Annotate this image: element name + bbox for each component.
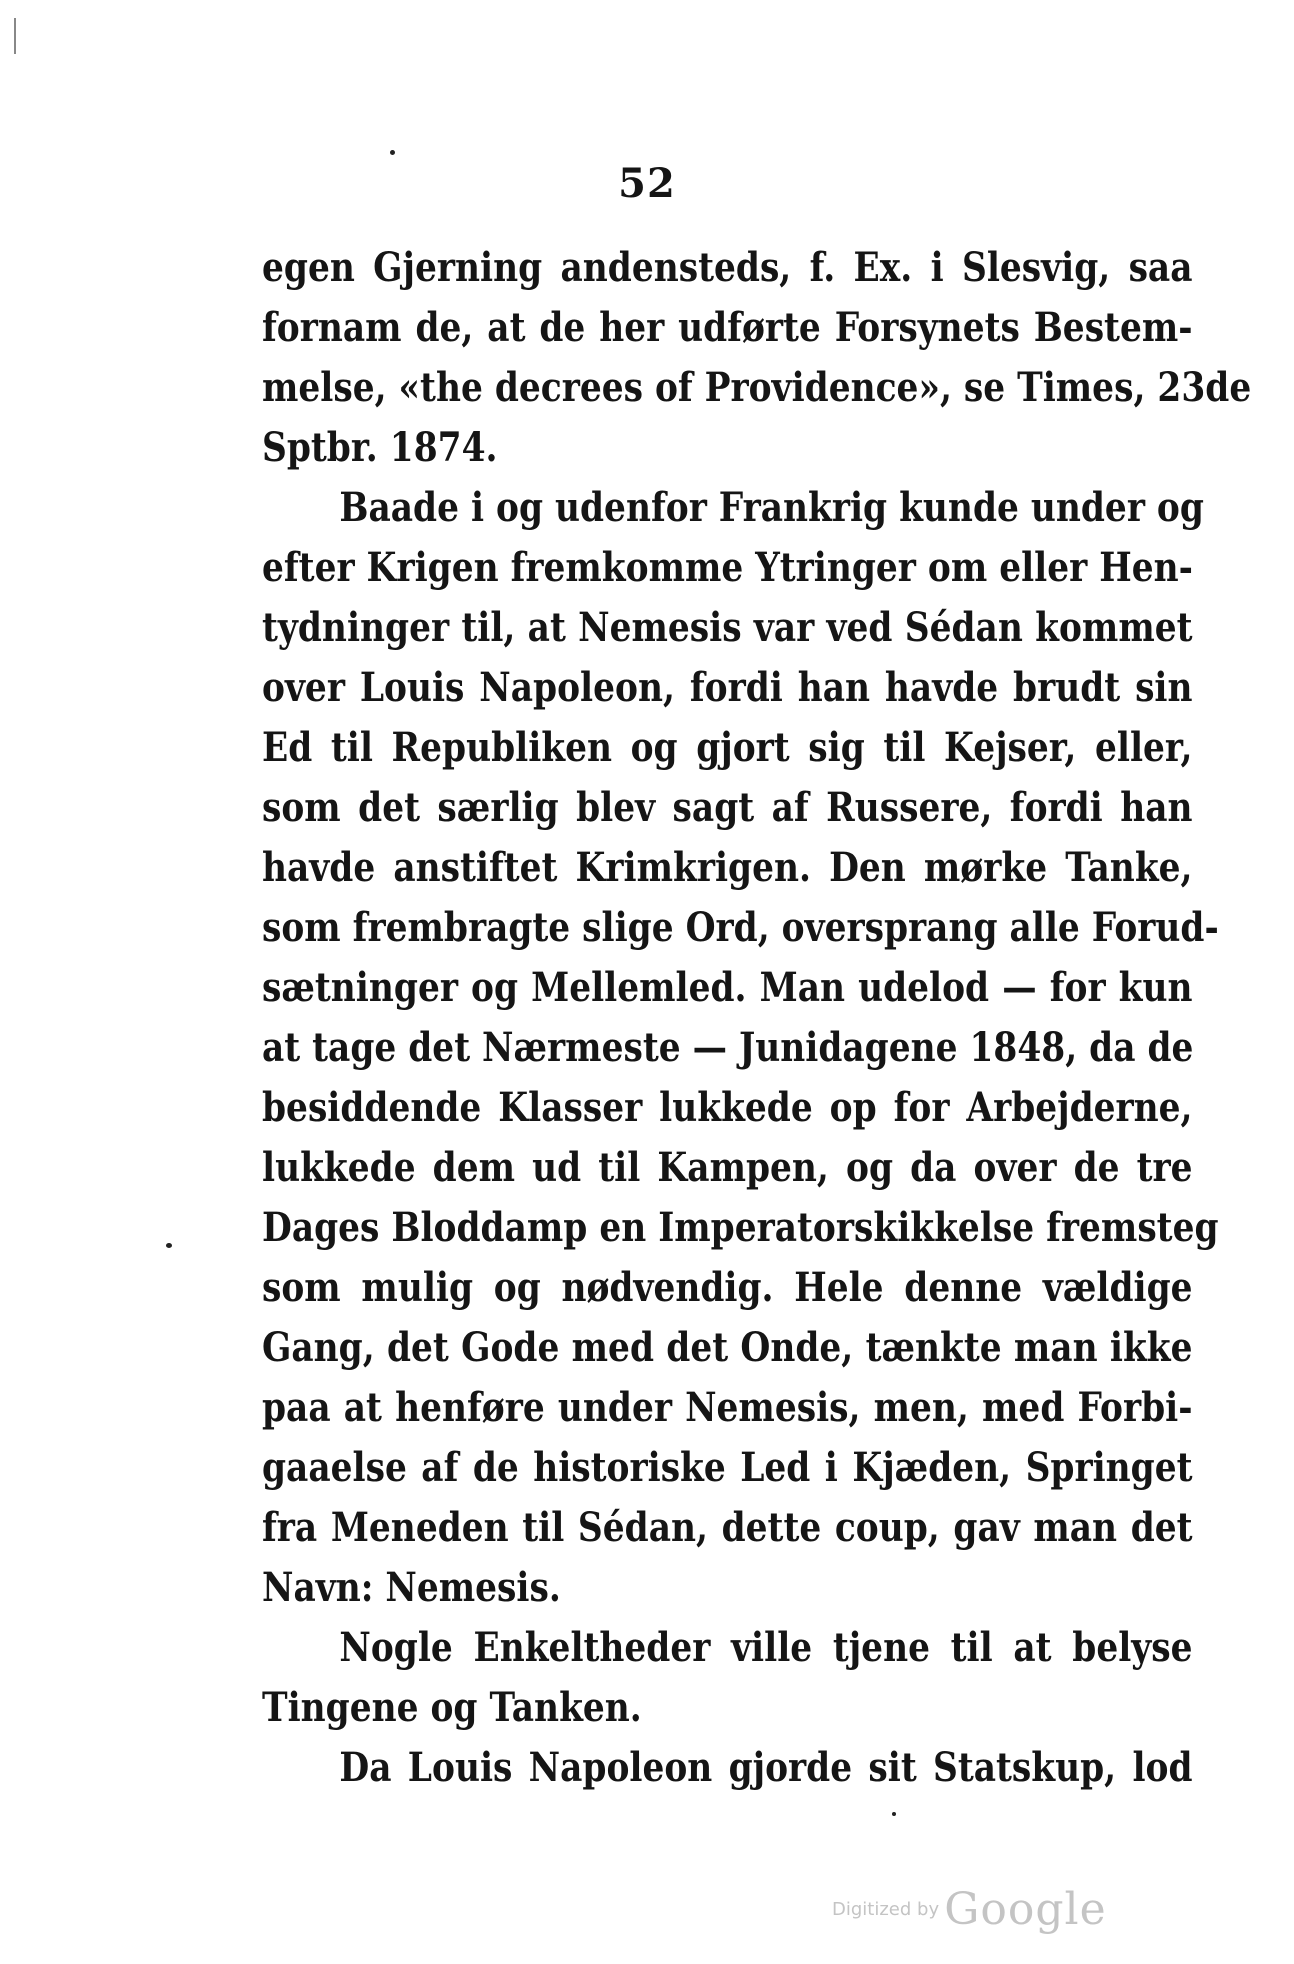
text-line: havde anstiftet Krimkrigen. Den mørke Tanke, [262,844,1193,891]
page-number: 52 [618,160,676,207]
text-line: Tingene og Tanken. [262,1684,642,1731]
text-line: efter Krigen fremkomme Ytringer om eller Hen- [262,544,1193,591]
text-line: Sptbr. 1874. [262,424,498,471]
text-line: melse, «the decrees of Providence», se Times, 23de [262,364,1252,411]
text-line: Navn: Nemesis. [262,1564,561,1611]
text-line: over Louis Napoleon, fordi han havde brudt sin [262,664,1193,711]
text-line: Baade i og udenfor Frankrig kunde under og [339,484,1204,531]
text-line: som det særlig blev sagt af Russere, fordi han [262,784,1193,831]
text-line: fornam de, at de her udførte Forsynets Bestem- [262,304,1193,351]
watermark-prefix: Digitized by [832,1899,940,1920]
text-line: lukkede dem ud til Kampen, og da over de tre [262,1144,1193,1191]
text-line: fra Meneden til Sédan, dette coup, gav man det [262,1504,1193,1551]
text-line: besiddende Klasser lukkede op for Arbejderne, [262,1084,1193,1131]
text-line: Nogle Enkeltheder ville tjene til at belyse [339,1624,1193,1671]
google-logo: Google [944,1884,1107,1935]
text-line: som mulig og nødvendig. Hele denne vældige [262,1264,1193,1311]
text-line: som frembragte slige Ord, oversprang alle Forud- [262,904,1219,951]
text-line: sætninger og Mellemled. Man udelod — for kun [262,964,1193,1011]
digitized-by-google-watermark [832,1884,1107,1935]
scan-edge-mark [14,18,16,54]
text-line: Gang, det Gode med det Onde, tænkte man ikke [262,1324,1193,1371]
text-line: Da Louis Napoleon gjorde sit Statskup, lod [339,1744,1193,1791]
scan-speck [892,1812,896,1816]
scan-speck [166,1243,172,1248]
text-line: tydninger til, at Nemesis var ved Sédan kommet [262,604,1193,651]
text-line: egen Gjerning andensteds, f. Ex. i Slesvig, saa [262,244,1193,291]
text-line: gaaelse af de historiske Led i Kjæden, Springet [262,1444,1193,1491]
text-line: Dages Bloddamp en Imperatorskikkelse fremsteg [262,1204,1219,1251]
text-line: at tage det Nærmeste — Junidagene 1848, da de [262,1024,1194,1071]
text-line: Ed til Republiken og gjort sig til Kejser, eller, [262,724,1193,771]
body-text [262,238,1252,1798]
scan-speck [390,150,395,155]
text-line: paa at henføre under Nemesis, men, med Forbi- [262,1384,1193,1431]
